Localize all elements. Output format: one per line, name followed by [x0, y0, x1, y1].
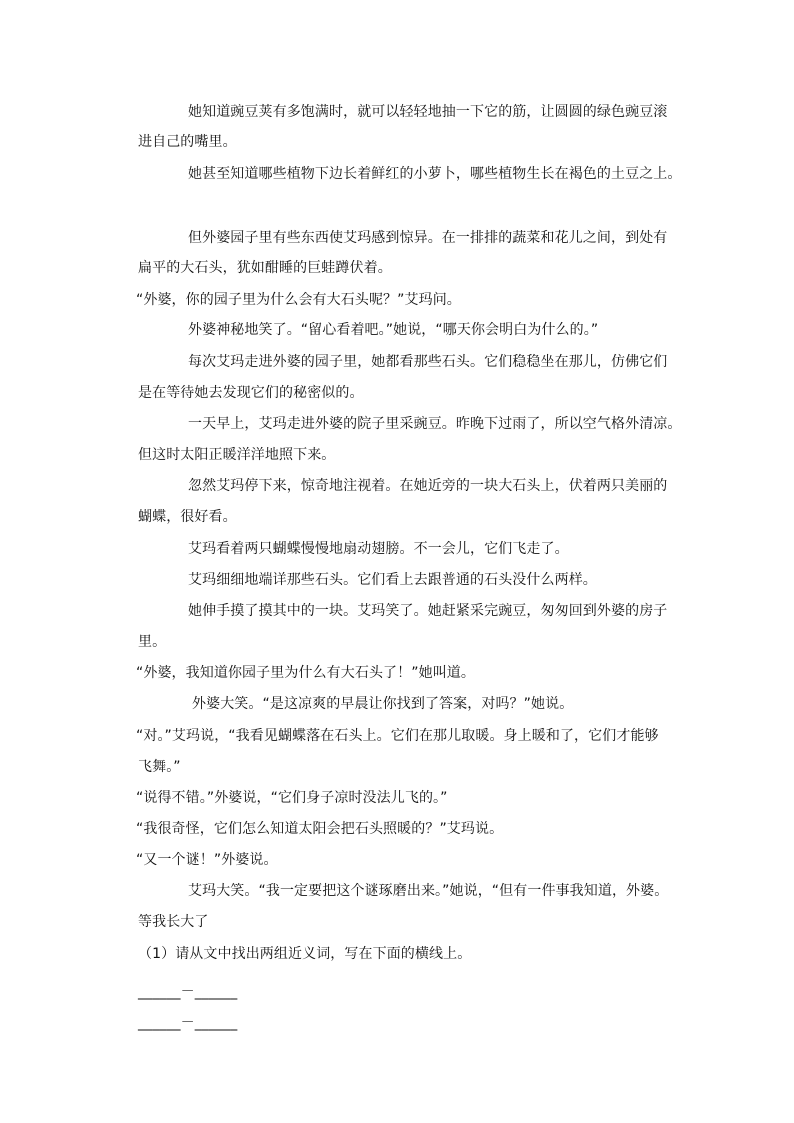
paragraph-line: 但这时太阳正暖洋洋地照下来。	[138, 447, 336, 463]
answer-blank[interactable]: ______－______	[138, 1015, 238, 1031]
dialogue-line: “我很奇怪，它们怎么知道太阳会把石头照暖的？”艾玛说。	[136, 821, 504, 837]
dialogue-line: “又一个谜！”外婆说。	[136, 852, 278, 868]
paragraph-line: 外婆神秘地笑了。“留心看着吧。”她说，“哪天你会明白为什么的。”	[188, 322, 599, 338]
paragraph-line: 她甚至知道哪些植物下边长着鲜红的小萝卜，哪些植物生长在褐色的土豆之上。	[188, 166, 682, 182]
paragraph-line: 进自己的嘴里。	[138, 134, 237, 150]
paragraph-line: 飞舞。”	[138, 759, 181, 775]
dialogue-line: “说得不错。”外婆说，“它们身子凉时没法儿飞的。”	[136, 790, 448, 806]
paragraph-line: 但外婆园子里有些东西使艾玛感到惊异。在一排排的蔬菜和花儿之间，到处有	[188, 230, 668, 246]
paragraph-line: 扁平的大石头，犹如酣睡的巨蛙蹲伏着。	[138, 260, 392, 276]
paragraph-line: 忽然艾玛停下来，惊奇地注视着。在她近旁的一块大石头上，伏着两只美丽的	[188, 478, 668, 494]
dialogue-line: “对。”艾玛说，“我看见蝴蝶落在石头上。它们在那儿取暖。身上暖和了，它们才能够	[136, 728, 659, 744]
paragraph-line: 外婆大笑。“是这凉爽的早晨让你找到了答案，对吗？”她说。	[192, 696, 574, 712]
paragraph-line: 一天早上，艾玛走进外婆的院子里采豌豆。昨晚下过雨了，所以空气格外清凉。	[188, 416, 682, 432]
paragraph-line: 里。	[138, 634, 167, 650]
paragraph-line: 等我长大了	[138, 914, 209, 930]
answer-blank[interactable]: ______－______	[138, 984, 238, 1000]
paragraph-line: 是在等待她去发现它们的秘密似的。	[138, 385, 364, 401]
paragraph-line: 她伸手摸了摸其中的一块。艾玛笑了。她赶紧采完豌豆，匆匆回到外婆的房子	[188, 603, 668, 619]
paragraph-line: 每次艾玛走进外婆的园子里，她都看那些石头。它们稳稳坐在那儿，仿佛它们	[188, 354, 668, 370]
paragraph-line: 艾玛细细地端详那些石头。它们看上去跟普通的石头没什么两样。	[188, 572, 597, 588]
paragraph-line: 艾玛看着两只蝴蝶慢慢地扇动翅膀。不一会儿，它们飞走了。	[188, 541, 569, 557]
dialogue-line: “外婆，你的园子里为什么会有大石头呢？”艾玛问。	[136, 292, 461, 308]
dialogue-line: “外婆，我知道你园子里为什么有大石头了！”她叫道。	[136, 665, 476, 681]
paragraph-line: 她知道豌豆荚有多饱满时，就可以轻轻地抽一下它的筋，让圆圆的绿色豌豆滚	[188, 104, 668, 120]
question-prompt: （1）请从文中找出两组近义词，写在下面的横线上。	[138, 946, 472, 962]
paragraph-line: 蝴蝶，很好看。	[138, 509, 237, 525]
paragraph-line: 艾玛大笑。“我一定要把这个谜琢磨出来。”她说，“但有一件事我知道，外婆。	[188, 883, 669, 899]
